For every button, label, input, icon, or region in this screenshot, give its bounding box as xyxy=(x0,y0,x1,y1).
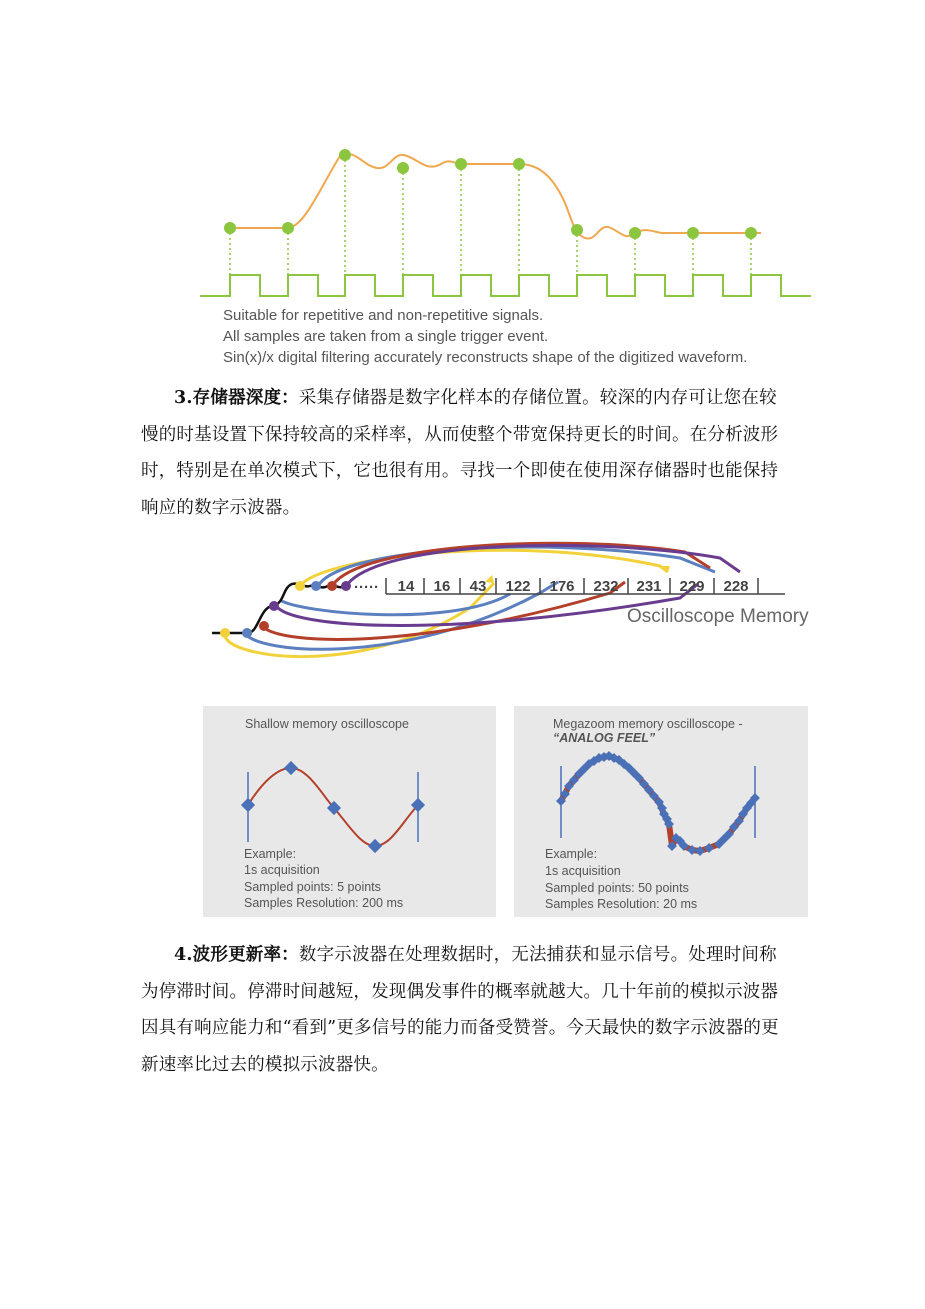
sampling-figure xyxy=(195,138,817,370)
memory-value: 176 xyxy=(549,578,575,595)
memory-depth-text: 采集存储器是数字化样本的存储位置。较深的内存可让您在较慢的时基设置下保持较高的采样率，从而使整个带宽保持更长的时间。在分析波形时，特别是在单次模式下，它也很有用。寻找一个即使在使用深存储器时也能保持响应的数字示波器。 xyxy=(141,388,779,518)
update-rate-heading: 4.波形更新率： xyxy=(174,945,299,965)
memory-value: 16 xyxy=(433,578,451,595)
megazoom-acq: 1s acquisition xyxy=(545,864,621,878)
memory-value: 228 xyxy=(723,578,749,595)
memory-arcs xyxy=(225,543,740,656)
memory-figure xyxy=(210,538,810,670)
memory-value: 14 xyxy=(397,578,415,595)
update-rate-paragraph xyxy=(141,937,791,1083)
memory-value: 232 xyxy=(593,578,619,595)
clock-signal xyxy=(200,275,811,296)
megazoom-panel-title: Megazoom memory oscilloscope - xyxy=(553,717,743,731)
caption-line-1: Suitable for repetitive and non-repetitive signals. xyxy=(223,307,544,324)
memory-label: Oscilloscope Memory xyxy=(627,606,809,627)
shallow-memory-panel xyxy=(203,706,496,917)
memory-ellipsis: ····· xyxy=(354,579,379,596)
megazoom-points: Sampled points: 50 points xyxy=(545,881,689,895)
megazoom-example: Example: xyxy=(545,847,598,861)
memory-value: 122 xyxy=(505,578,531,595)
sample-points xyxy=(224,149,757,239)
memory-value: 229 xyxy=(679,578,705,595)
shallow-example: Example: xyxy=(244,847,297,861)
megazoom-memory-panel xyxy=(514,706,808,917)
megazoom-resolution: Samples Resolution: 20 ms xyxy=(545,897,698,911)
update-rate-text: 数字示波器在处理数据时，无法捕获和显示信号。处理时间称为停滞时间。停滞时间越短，发现偶发事件的概率就越大。几十年前的模拟示波器因具有响应能力和“看到”更多信号的能力而备受赞誉。今天最快的数字示波器的更新速率比过去的模拟示波器快。 xyxy=(141,945,779,1075)
shallow-points: Sampled points: 5 points xyxy=(244,880,381,894)
memory-value: 43 xyxy=(469,578,487,595)
caption-line-3: Sin(x)/x digital filtering accurately reconstructs shape of the digitized waveform. xyxy=(223,349,748,366)
reconstructed-waveform xyxy=(230,154,761,239)
memory-depth-heading: 3.存储器深度： xyxy=(174,388,299,408)
shallow-resolution: Samples Resolution: 200 ms xyxy=(244,896,404,910)
memory-depth-paragraph xyxy=(141,380,791,526)
caption-line-2: All samples are taken from a single trigger event. xyxy=(223,328,549,345)
memory-value: 231 xyxy=(636,578,662,595)
shallow-panel-title: Shallow memory oscilloscope xyxy=(245,717,409,731)
sample-lines xyxy=(230,155,751,275)
megazoom-panel-subtitle: “ANALOG FEEL” xyxy=(553,731,656,745)
shallow-acq: 1s acquisition xyxy=(244,863,320,877)
